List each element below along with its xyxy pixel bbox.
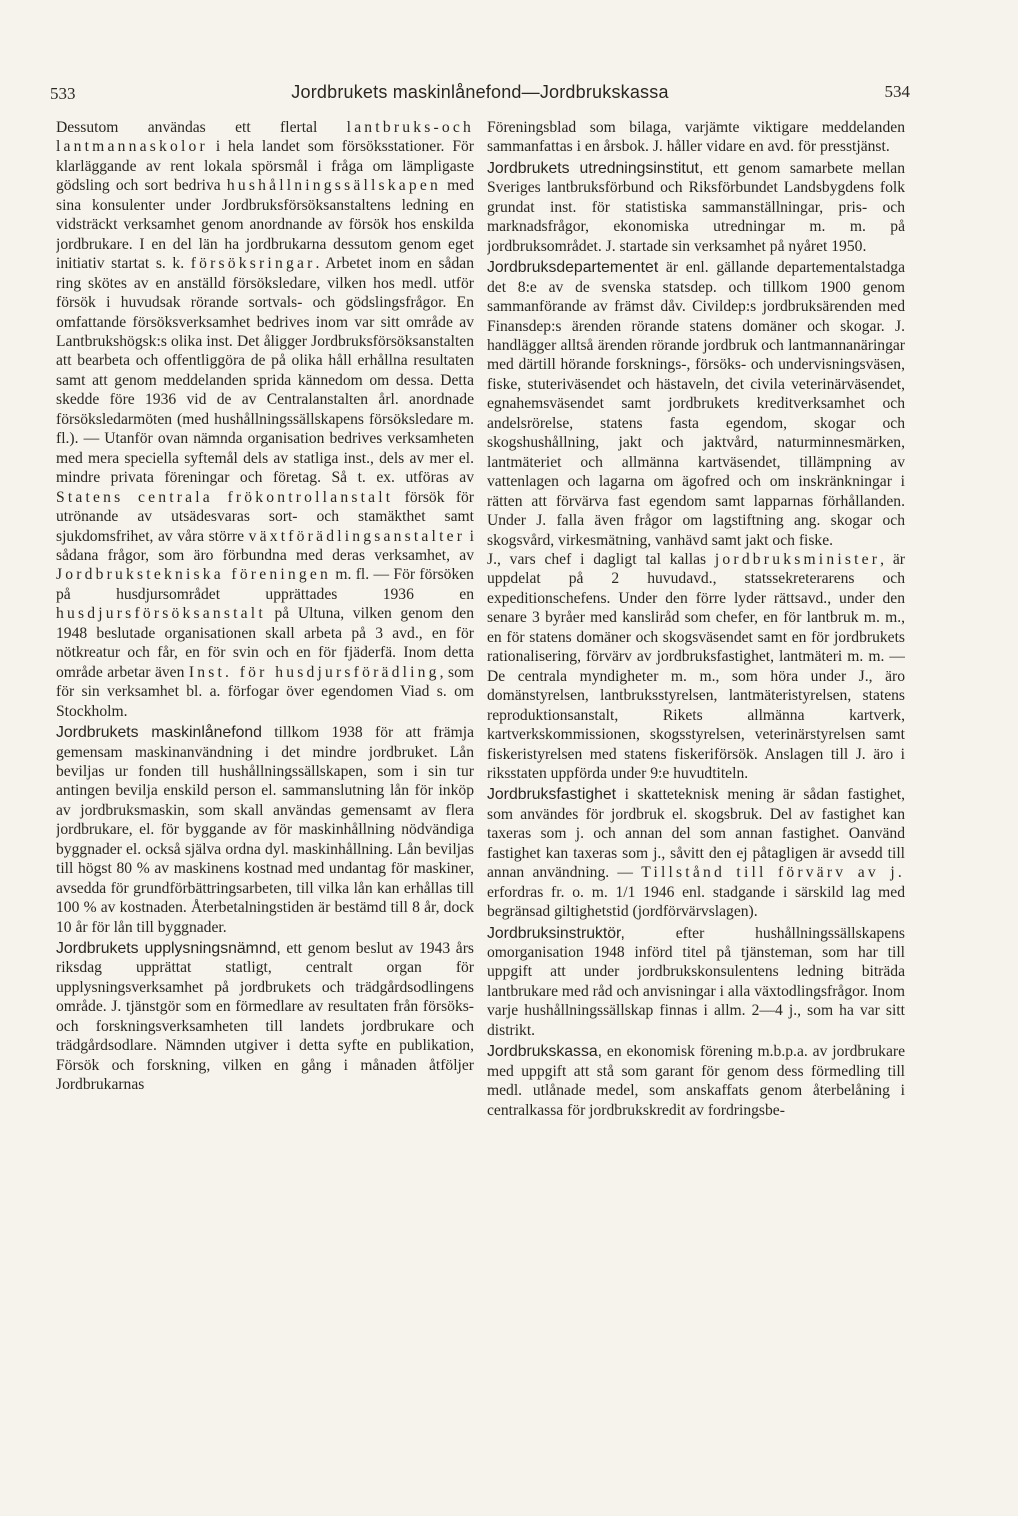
entry-text: ett genom beslut av 1943 års riksdag upprättat statligt, centralt organ för upplysningsverksamhet på jordbrukets och trädgårdsodlingens område. J. tjänstgör som en förmedlare av resultaten från försöks- och forskningsverksamheten till landets jordbrukare och trädgårdsodlare. Nämnden utgiver i detta syfte en publikation, Försök och forskning, vilken en gång i månaden åtföljer Jordbrukarnas	[56, 940, 474, 1094]
text: J., vars chef i dagligt tal kallas	[487, 550, 715, 568]
entry-text: ett genom samarbete mellan Sveriges lantbruksförbund och Riksförbundet Landsbygdens folk grundat inst. för statistiska sammanställningar, pris- och marknadsfrågor, ekonomiska utredningar m. m. på jordbruksområdet. J. startade sin verksamhet på nyåret 1950.	[487, 159, 905, 255]
entry-utredningsinstitut	[487, 159, 905, 256]
spaced-term: jordbruksminister	[714, 550, 881, 568]
entry-text: en ekonomisk förening m.b.p.a. av jordbrukare med uppgift att stå som garant för genom dess förmedling till medl. utlånade medel, som anskaffats genom återbelåning i centralkassa för jordbrukskredit av fordringsbe-	[487, 1043, 905, 1119]
text: på Ultuna, vilken genom den 1948 beslutade organisationen skall arbeta på 3 avd., en för nötkreatur och får, en för svin och en för fjäderfä. Inom detta område arbetar även	[56, 605, 474, 681]
text: , är uppdelat på 2 huvudavd., statssekreterarens och expeditionschefens. Under den förre lyder rättsavd., under den senare 3 byråer med kansliråd som chefer, en för lantbruk m. m., en för statens domäner och skogsväsendet samt en för jordbrukets rationalisering, förvärv av jordbruksfastighet, lantmäteri m. m. — De centrala myndigheter m. m., som höra under J., äro domänstyrelsen, lantbruksstyrelsen, lantmäteristyrelsen, statens reproduktionsanstalt, Rikets allmänna kartverk, kartverkskommissionen, skogsstyrelsen, veterinärstyrelsen samt fiskeristyrelsen med statens fiskeriförsök. Anslagen till J. äro i riksstaten uppförda under 9:e huvudtiteln.	[487, 550, 905, 782]
entry-maskinlanefond	[56, 723, 474, 937]
text: försök för utrönande av utsädesvaras sort- och stamäkthet samt sjukdomsfrihet, av våra större	[56, 488, 474, 545]
entry-headword: Jordbruksfastighet	[487, 786, 617, 804]
spaced-term: Tillstånd till förvärv av j.	[641, 864, 905, 882]
right-column	[487, 118, 905, 1303]
entry-headword: Jordbrukskassa,	[487, 1043, 603, 1061]
spaced-term: försöksringar	[190, 255, 316, 273]
entry-jordbruksinstruktor	[487, 924, 905, 1041]
paragraph-jordbruksminister	[487, 550, 905, 783]
spaced-term: Jordbrukstekniska föreningen	[56, 566, 331, 584]
entry-text: tillkom 1938 för att främja gemensam maskinanvändning i det mindre jordbruket. Lån beviljas ur fonden till hushållningssällskapen, som i sin tur antingen bevilja enskild person el. sammanslutning lån för inköp av jordbruksmaskin, som skall användas gemensamt av flera jordbrukare, el. för byggande av för maskinhållning nödvändiga byggnader el. också själva ordna dyl. maskinhållning. Lån beviljas till högst 80 % av maskinens kostnad med undantag för maskiner, avsedda för grundförbättringsarbeten, till vilka lån kan erhållas till 100 % av kostnaden. Återbetalningstiden är bestämd till 8 år, dock 10 år för lån till byggnader.	[56, 724, 474, 936]
entry-headword: Jordbrukets utredningsinstitut,	[487, 159, 704, 177]
entry-headword: Jordbruksdepartementet	[487, 259, 659, 277]
running-header	[50, 82, 910, 112]
spaced-term: hushållningssällskapen	[226, 177, 442, 195]
spaced-term: lantbruks-och lantmannaskolor	[56, 119, 474, 156]
spaced-term: växtförädlingsanstalter	[248, 527, 466, 545]
entry-headword: Jordbrukets upplysningsnämnd,	[56, 940, 281, 958]
text: i sådana frågor, som äro förbundna med deras verksamhet, av	[56, 527, 474, 564]
page-number-left: 533	[50, 84, 76, 103]
entry-jordbruksfastighet	[487, 785, 905, 921]
entry-headword: Jordbruksinstruktör,	[487, 924, 625, 942]
text: i hela landet som försöksstationer. För klarläggande av rent lokala spörsmål i fråga om lämpligaste gödsling och sort bedriva	[56, 138, 474, 195]
text: m. fl. — För försöken på husdjursområdet upprättades 1936 en	[56, 566, 474, 603]
text: , som för sin verksamhet bl. a. förfogar över egendomen Viad s. om Stockholm.	[56, 663, 474, 720]
spaced-term: Inst. för husdjursförädling	[188, 663, 440, 681]
left-column	[56, 118, 474, 1303]
text: Föreningsblad som bilaga, varjämte viktigare meddelanden sammanfattas i en årsbok. J. håller vidare en avd. för presstjänst.	[487, 119, 905, 156]
entry-headword: Jordbrukets maskinlånefond	[56, 724, 262, 742]
entry-text: efter hushållningssällskapens omorganisation 1948 införd titel på tjänsteman, som har till uppgift att under jordbrukskonsulentens ledning biträda lantbrukare med råd och anvisningar i alla växtodlingsfrågor. Inom varje hushållningssällskap finnas i allm. 2—4 j., som ha var sitt distrikt.	[487, 924, 905, 1039]
entry-text: i skatteteknisk mening är sådan fastighet, som användes för jordbruk el. skogsbruk. Del av fastighet kan taxeras som j. och annan del som annan fastighet. Oanvänd fastighet kan taxeras som j., såvitt den ej påtagligen är avsedd till annan användning. —	[487, 786, 905, 882]
entry-jordbruksdepartementet	[487, 258, 905, 550]
entry-text: är enl. gällande departementalstadga det 8:e av de svenska statsdep. och tillkom 1900 genom sammanförande av främst dåv. Civildep:s jordbruksärenden med Finansdep:s ärenden rörande statens domäner och skogar. J. handlägger alltså ärenden rörande jordbruk och lantmannanäringar med därtill hörande forsknings-, försöks- och undervisningsväsen, fiske, stuteriväsendet och hästaveln, det civila veterinärväsendet, egnahemsväsendet samt jordbrukets kreditverksamhet och andelsrörelse, statens fasta egendom, skogar och skogshushållning, jakt och jaktvård, naturminnesmärken, lantmäteriet och allmänna kartväsendet, tillämpning av vattenlagen och lagarna om ägofred och om inskränkningar i rätten att förvärva fast egendom samt lapparnas förhållanden. Under J. falla även frågor om lagstiftning ang. skogar och skogsvård, virkesmätning, vanhävd samt jakt och fiske.	[487, 259, 905, 549]
entry-text: erfordras fr. o. m. 1/1 1946 enl. stadgande i särskild lag med begränsad giltighetstid (jordförvärvslagen).	[487, 883, 905, 921]
running-title: Jordbrukets maskinlånefond—Jordbrukskassa	[291, 82, 669, 102]
spaced-term: Statens centrala frökontrollanstalt	[56, 488, 394, 506]
paragraph-forsoksstationer	[56, 118, 474, 721]
paragraph-continuation	[487, 118, 905, 157]
text: Dessutom användas ett flertal	[56, 119, 347, 136]
entry-jordbrukskassa	[487, 1042, 905, 1120]
text: . Arbetet inom en sådan ring skötes av en anställd försöksledare, vilken hos medl. utför försök i huvudsak rörande sortvals- och gödslingsfrågor. En omfattande försöksverksamhet bedrives inom var sitt område av Lantbrukshögsk:s olika inst. Det åligger Jordbruksförsöksanstalten att bearbeta och offentliggöra de på olika håll erhållna resultaten samt att genom meddelanden sprida kännedom om dessa. Detta skedde före 1936 vid de av Centralanstalten årl. anordnade försöksledarmöten (med hushållningssällskapens försöksledare m. fl.). — Utanför ovan nämnda organisation bedrives verksamheten med mera speciella syftemål dels av statliga inst., dels av mer el. mindre privata föreningar och företag. Så t. ex. utföras av	[56, 255, 474, 487]
text: med sina konsulenter under Jordbruksförsöksanstaltens ledning en vidsträckt verksamhet genom anordnande av försök hos enskilda jordbrukare. I en del län ha jordbrukarna dessutom genom eget initiativ startat s. k.	[56, 177, 474, 273]
spaced-term: husdjursförsöksanstalt	[56, 605, 266, 623]
page-number-right: 534	[884, 82, 910, 101]
entry-upplysningsnamnd	[56, 939, 474, 1095]
